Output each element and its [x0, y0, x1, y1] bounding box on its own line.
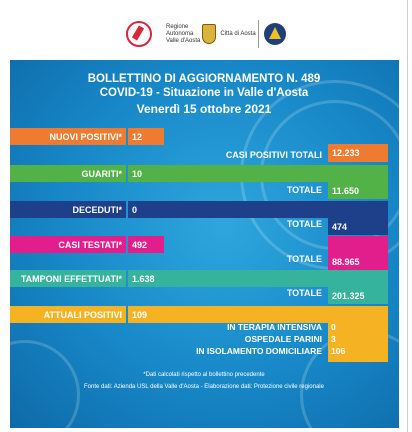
comune-logo — [220, 14, 256, 54]
terapia-intensiva-label: IN TERAPIA INTENSIVA — [227, 322, 322, 332]
coat-of-arms-icon — [200, 14, 218, 54]
terapia-intensiva-value: 0 — [331, 322, 336, 332]
attuali-positivi-label: ATTUALI POSITIVI — [10, 306, 126, 323]
isolamento-label: IN ISOLAMENTO DOMICILIARE — [196, 346, 322, 356]
tamponi-label: TAMPONI EFFETTUATI* — [10, 270, 126, 287]
data-source: Fonte dati: Azienda USL della Valle d'Aosta - Elaborazione dati: Protezione civile regionale — [84, 384, 324, 390]
guariti-label: GUARITI* — [10, 165, 126, 182]
tamponi-totale-label: TOTALE — [286, 287, 322, 298]
deceduti-value: 0 — [128, 201, 328, 218]
casi-positivi-totali-value: 12.233 — [328, 144, 388, 162]
tamponi-value: 1.638 — [128, 270, 328, 287]
guariti-totale-label: TOTALE — [286, 184, 322, 195]
nuovi-positivi-label: NUOVI POSITIVI* — [10, 128, 126, 145]
nuovi-positivi-value: 12 — [128, 128, 164, 145]
bulletin-date: Venerdì 15 ottobre 2021 — [136, 102, 272, 116]
covid-logo-icon — [118, 14, 160, 54]
ospedale-parini-label: OSPEDALE PARINI — [244, 334, 322, 344]
deceduti-totale-label: TOTALE — [286, 218, 322, 229]
regione-logo — [166, 14, 202, 54]
casi-testati-value: 492 — [128, 236, 164, 253]
guariti-totale-value: 11.650 — [328, 165, 388, 199]
protezione-civile-icon — [262, 14, 288, 54]
comune-logo-text: Città di Aosta — [220, 30, 256, 37]
isolamento-value: 106 — [331, 346, 346, 356]
casi-positivi-totali-label: CASI POSITIVI TOTALI — [225, 149, 322, 160]
deceduti-label: DECEDUTI* — [10, 201, 126, 218]
tamponi-totale-value: 201.325 — [328, 270, 388, 304]
bulletin-subtitle: COVID-19 - Situazione in Valle d'Aosta — [99, 87, 309, 99]
casi-testati-label: CASI TESTATI* — [10, 236, 126, 253]
casi-testati-totale-value: 88.965 — [328, 236, 388, 270]
logo-separator — [258, 20, 259, 48]
logo-strip — [0, 14, 408, 58]
attuali-positivi-value: 109 — [128, 306, 328, 323]
regione-logo-text: Regione Autonoma Valle d'Aosta — [166, 23, 201, 44]
ospedale-parini-value: 3 — [331, 334, 336, 344]
casi-testati-totale-label: TOTALE — [286, 253, 322, 264]
deceduti-totale-value: 474 — [328, 201, 388, 235]
footnote: *Dati calcolati rispetto al bollettino precedente — [143, 372, 265, 378]
guariti-value: 10 — [128, 165, 328, 182]
bulletin-title: BOLLETTINO DI AGGIORNAMENTO N. 489 — [87, 73, 321, 85]
